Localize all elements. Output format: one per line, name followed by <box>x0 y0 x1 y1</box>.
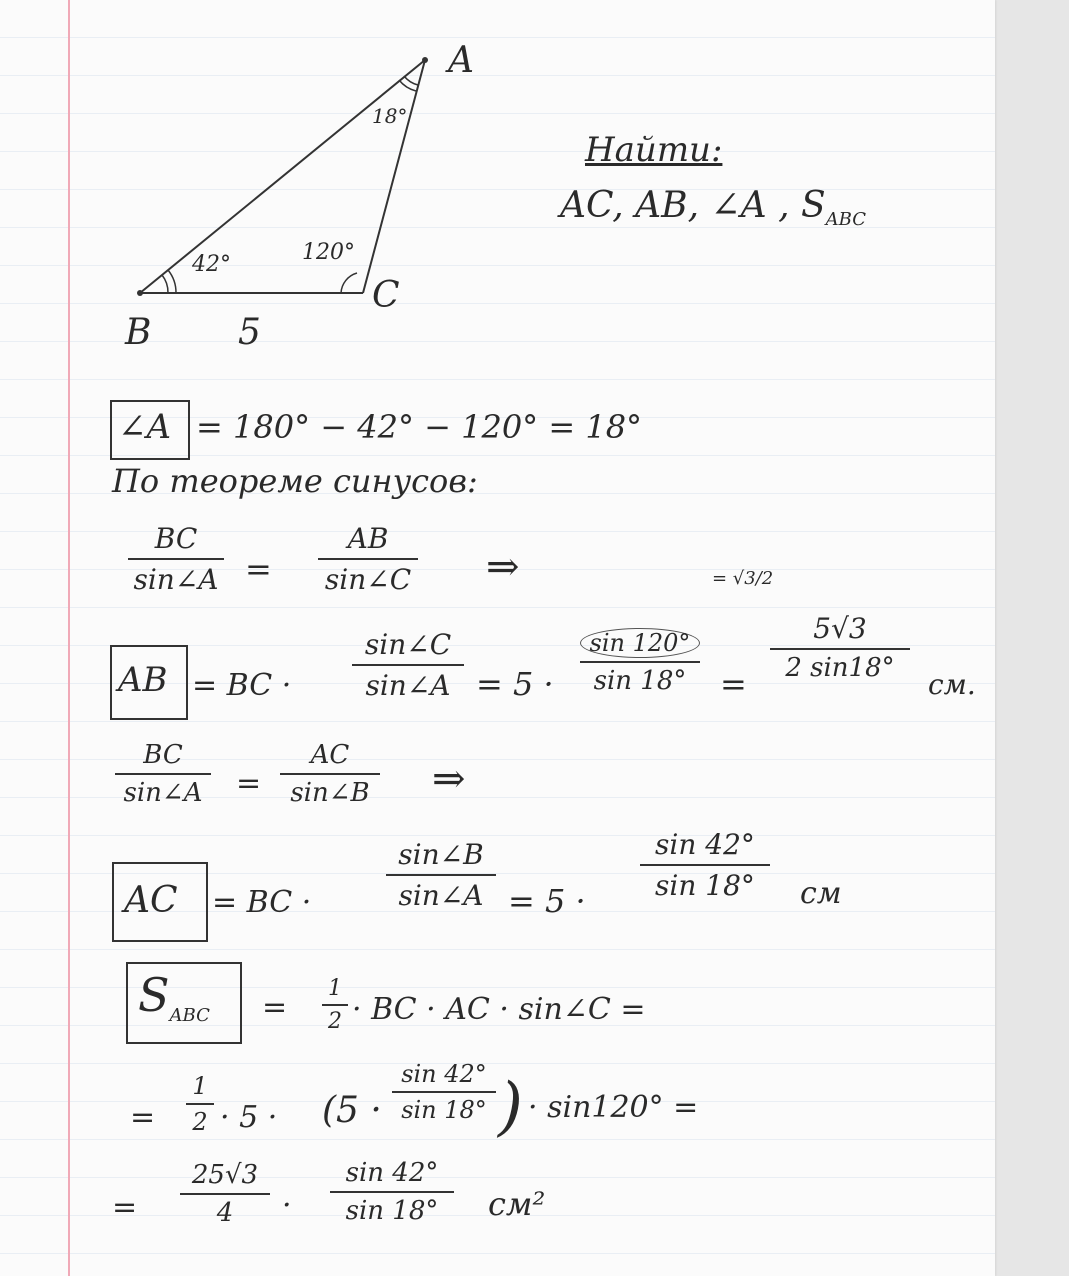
s-eq3-a: = <box>112 1190 138 1225</box>
s-eq2-a: = <box>130 1100 156 1135</box>
s-dot: · <box>282 1188 292 1223</box>
angle-a-label: 18° <box>372 104 408 128</box>
ac-unit: см <box>800 876 842 911</box>
ratio1-implies: ⇒ <box>486 544 520 590</box>
s-result-label <box>138 968 210 1026</box>
ac-eq2: = 5 · <box>508 882 586 920</box>
ab-unit: см. <box>928 668 976 701</box>
s-half2-den: 2 <box>192 1108 208 1136</box>
ab-frac2-num: sin 120° <box>580 628 700 658</box>
ratio2-left <box>115 740 211 808</box>
ac-frac1 <box>386 838 496 912</box>
side-ab <box>140 60 425 293</box>
ratio1-right <box>318 522 418 596</box>
s-frac4-num: sin 42° <box>345 1158 439 1188</box>
ab-frac1-den: sin∠A <box>365 669 451 702</box>
theorem-heading: По теореме синусов: <box>112 462 478 500</box>
s-paren-frac-num: sin 42° <box>401 1060 487 1088</box>
ratio2-right <box>280 740 380 808</box>
s-paren-open: (5 · <box>322 1090 382 1131</box>
ab-eq1: = BC · <box>192 668 292 703</box>
s-half2-num: 1 <box>192 1072 208 1100</box>
ratio1-right-den: sin∠C <box>324 563 412 596</box>
ac-eq1: = BC · <box>212 885 312 920</box>
s-paren-frac-den: sin 18° <box>401 1096 487 1124</box>
angle-c-label: 120° <box>302 240 355 265</box>
s-paren-close: ) <box>498 1070 523 1144</box>
s-result-sub: ABC <box>169 1005 210 1027</box>
ratio2-left-den: sin∠A <box>123 778 203 808</box>
find-title: Найти: <box>585 130 723 170</box>
angle-a-equation: = 180° − 42° − 120° = 18° <box>196 408 643 446</box>
ac-frac2 <box>640 828 770 902</box>
ab-frac2 <box>580 628 700 696</box>
ratio1-left <box>128 522 224 596</box>
ac-frac2-den: sin 18° <box>655 869 755 902</box>
ab-frac1 <box>352 628 464 702</box>
angle-b-arc-2 <box>168 270 176 293</box>
s-half2 <box>186 1072 214 1136</box>
ab-eq2: = 5 · <box>476 665 554 703</box>
ratio2-equals: = <box>236 766 262 801</box>
ratio2-right-num: AC <box>310 740 350 770</box>
ab-eq3: = <box>720 665 747 703</box>
ratio2-implies: ⇒ <box>432 756 466 802</box>
s-eq2-b: · 5 · <box>220 1100 278 1135</box>
ab-frac2-den: sin 18° <box>593 666 687 696</box>
ab-frac1-num: sin∠C <box>364 628 452 661</box>
angle-a-arc-2 <box>399 80 416 91</box>
find-items-text: AC, AB, ∠A , S <box>560 185 826 226</box>
find-items <box>560 185 866 230</box>
vertex-c-label: C <box>372 275 400 316</box>
s-frac4 <box>330 1158 454 1226</box>
s-half-den: 2 <box>328 1009 342 1034</box>
ratio1-left-den: sin∠A <box>133 563 219 596</box>
s-frac3-num: 25√3 <box>191 1160 259 1190</box>
s-eq1-rest: · BC · AC · sin∠C = <box>352 992 646 1027</box>
ratio1-equals: = <box>245 550 272 588</box>
angle-b-label: 42° <box>192 252 231 277</box>
s-result-letter: S <box>138 968 170 1022</box>
s-frac4-den: sin 18° <box>345 1196 439 1226</box>
vertex-b-dot <box>137 290 143 296</box>
s-half <box>322 976 348 1034</box>
angle-b-arc <box>162 275 168 293</box>
ab-result-label: AB <box>118 660 168 700</box>
ac-frac1-den: sin∠A <box>398 879 484 912</box>
triangle-figure <box>110 40 570 360</box>
vertex-b-label: B <box>125 312 152 353</box>
find-items-sub: ABC <box>825 209 866 231</box>
angle-a-result-label: ∠A <box>118 407 172 447</box>
s-frac3-den: 4 <box>216 1198 234 1228</box>
ac-result-label: AC <box>124 880 178 921</box>
ab-sqrt-note: = √3/2 <box>712 568 774 589</box>
ratio2-right-den: sin∠B <box>290 778 370 808</box>
s-half-num: 1 <box>328 976 342 1001</box>
angle-a-arc <box>404 76 418 85</box>
s-eq1: = <box>262 990 288 1025</box>
vertex-a-label: A <box>448 40 474 81</box>
ratio1-right-num: AB <box>347 522 389 555</box>
ac-frac1-num: sin∠B <box>398 838 484 871</box>
ratio1-left-num: BC <box>154 522 198 555</box>
angle-c-arc <box>341 273 357 293</box>
margin-line <box>68 0 70 1276</box>
side-bc-label: 5 <box>238 312 261 353</box>
s-unit: см² <box>488 1185 546 1223</box>
s-frac3 <box>180 1160 270 1228</box>
s-paren-frac <box>392 1060 496 1124</box>
side-ac <box>363 60 425 293</box>
vertex-a-dot <box>422 57 428 63</box>
ab-frac3-num: 5√3 <box>813 612 867 645</box>
s-eq2-c: · sin120° = <box>528 1090 699 1125</box>
ac-frac2-num: sin 42° <box>655 828 755 861</box>
ab-frac3 <box>770 612 910 683</box>
ab-frac3-den: 2 sin18° <box>785 653 895 683</box>
ratio2-left-num: BC <box>143 740 183 770</box>
